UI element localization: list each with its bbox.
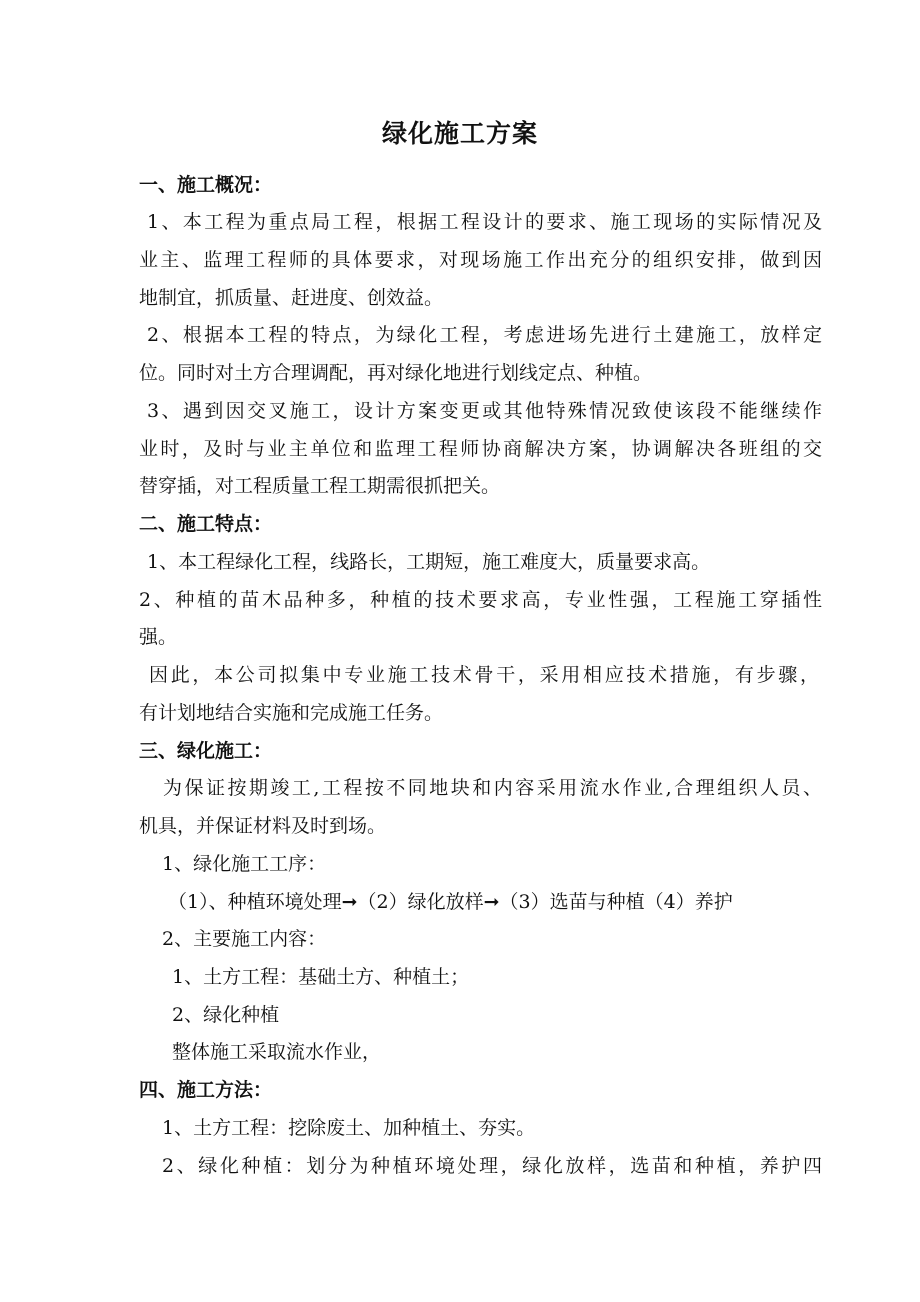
paragraph-line: 2、根据本工程的特点，为绿化工程，考虑进场先进行土建施工，放样定 [147, 324, 822, 346]
paragraph-line: 业主、监理工程师的具体要求，对现场施工作出充分的组织安排，做到因 [139, 249, 822, 271]
paragraph-line: 有计划地结合实施和完成施工任务。 [139, 702, 444, 724]
paragraph-line: 2、绿化种植 [172, 1004, 280, 1026]
paragraph-line: 替穿插，对工程质量工程工期需很抓把关。 [139, 475, 501, 497]
section-heading-3: 三、绿化施工： [139, 740, 273, 762]
paragraph-line: 3、遇到因交叉施工，设计方案变更或其他特殊情况致使该段不能继续作 [147, 400, 822, 422]
paragraph-line: 因此，本公司拟集中专业施工技术骨干，采用相应技术措施，有步骤， [149, 664, 819, 686]
paragraph-line: 1、土方工程：挖除废土、加种植土、夯实。 [162, 1117, 536, 1139]
paragraph-line: 1、本工程为重点局工程，根据工程设计的要求、施工现场的实际情况及 [147, 211, 822, 233]
section-heading-1: 一、施工概况： [139, 174, 273, 196]
paragraph-line: 2、绿化种植：划分为种植环境处理，绿化放样，选苗和种植，养护四 [162, 1155, 822, 1177]
paragraph-line: 2、主要施工内容： [162, 928, 327, 950]
paragraph-line: 2、种植的苗木品种多，种植的技术要求高，专业性强，工程施工穿插性 [139, 589, 822, 611]
paragraph-line: 强。 [139, 626, 178, 648]
paragraph-line: 整体施工采取流水作业， [172, 1041, 382, 1063]
paragraph-line: 1、本工程绿化工程，线路长，工期短，施工难度大，质量要求高。 [147, 551, 711, 573]
paragraph-line: 业时，及时与业主单位和监理工程师协商解决方案，协调解决各班组的交 [139, 438, 822, 460]
paragraph-line: 机具，并保证材料及时到场。 [139, 815, 387, 837]
paragraph-line: （1）、种植环境处理➞（2）绿化放样➞（3）选苗与种植（4）养护 [168, 891, 733, 913]
section-heading-4: 四、施工方法： [139, 1079, 273, 1101]
paragraph-line: 为保证按期竣工,工程按不同地块和内容采用流水作业,合理组织人员、 [163, 777, 822, 799]
paragraph-line: 位。同时对土方合理调配，再对绿化地进行划线定点、种植。 [139, 362, 653, 384]
document-title: 绿化施工方案 [381, 119, 538, 148]
paragraph-line: 1、绿化施工工序： [162, 853, 327, 875]
paragraph-line: 地制宜，抓质量、赶进度、创效益。 [139, 287, 444, 309]
paragraph-line: 1、土方工程：基础土方、种植土； [172, 966, 470, 988]
section-heading-2: 二、施工特点： [139, 513, 273, 535]
